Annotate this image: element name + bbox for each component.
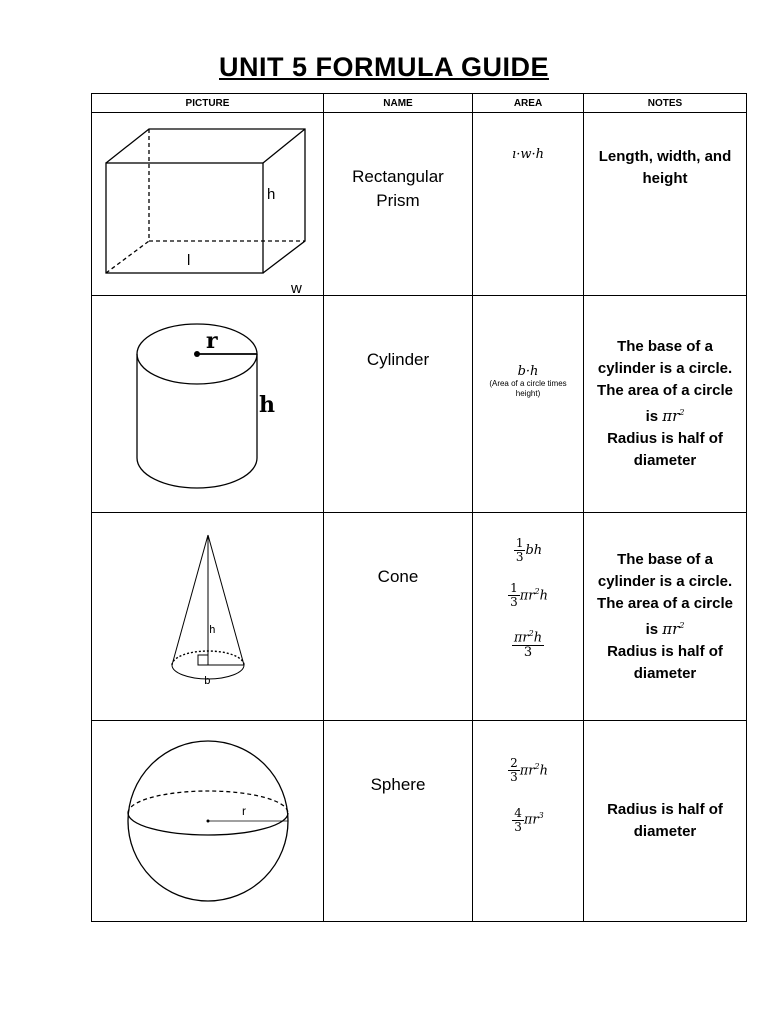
prism-name-line1: Rectangular	[352, 167, 444, 186]
prism-area-formula: ı·w·h	[512, 147, 544, 162]
cylinder-notes-line2: cylinder is a circle.	[597, 360, 733, 377]
header-row	[92, 94, 747, 113]
sphere-f1-pir: πr	[519, 763, 535, 779]
header-notes: NOTES	[584, 94, 747, 113]
prism-area-cell	[473, 113, 584, 296]
cylinder-name-cell	[324, 296, 473, 513]
cone-formula-3	[473, 609, 583, 658]
cone-f3-den: 3	[523, 644, 533, 660]
rectangular-prism-diagram	[92, 113, 324, 295]
cone-name-cell	[324, 513, 473, 721]
cylinder-area-note-line1: (Area of a circle times	[489, 379, 567, 388]
cone-f2-exp: 2	[534, 587, 540, 596]
sphere-f1-num: 2	[510, 756, 518, 771]
cone-notes-line1: The base of a	[617, 550, 713, 568]
cylinder-notes-line4	[584, 402, 746, 428]
table-row	[92, 113, 747, 296]
cone-b-label: b	[204, 674, 211, 687]
header-name: NAME	[324, 94, 473, 113]
cone-f3-exp: 2	[528, 629, 534, 639]
cylinder-notes-line5: Radius is half of	[607, 430, 723, 447]
prism-l-label: l	[187, 252, 191, 269]
prism-notes-line2: height	[642, 170, 688, 187]
cone-f1-den: 3	[515, 550, 524, 564]
cone-notes-line3: The area of a circle	[597, 594, 733, 612]
sphere-f1-h: h	[539, 763, 548, 779]
sphere-notes-line1: Radius is half of	[607, 801, 723, 818]
sphere-f1-exp: 2	[534, 762, 540, 771]
cone-f1-rest: bh	[525, 543, 543, 558]
prism-notes-cell	[584, 113, 747, 296]
cone-notes-line4	[584, 615, 746, 641]
sphere-name-cell	[324, 721, 473, 922]
sphere-f1-den: 3	[510, 770, 518, 785]
cylinder-h-label: h	[259, 392, 275, 418]
cone-h-label: h	[209, 623, 216, 636]
cone-f2-h: h	[539, 588, 548, 604]
sphere-notes-cell	[584, 721, 747, 922]
page-title: UNIT 5 FORMULA GUIDE	[219, 52, 549, 82]
cylinder-area-note-line2: height)	[515, 389, 541, 398]
sphere-area-cell	[473, 721, 584, 922]
header-picture: PICTURE	[92, 94, 324, 113]
table-row	[92, 721, 747, 922]
cone-notes-line2: cylinder is a circle.	[597, 572, 733, 590]
cylinder-notes-cell	[584, 296, 747, 513]
cone-notes-cell	[584, 513, 747, 721]
sphere-picture-cell	[92, 721, 324, 922]
cone-name: Cone	[377, 567, 419, 586]
cylinder-notes-line1: The base of a	[617, 338, 713, 355]
cylinder-name: Cylinder	[366, 350, 430, 369]
cylinder-picture-cell	[92, 296, 324, 513]
cylinder-notes-is: is	[645, 408, 659, 425]
cone-f2-num: 1	[510, 581, 518, 596]
cylinder-diagram	[92, 296, 324, 512]
sphere-f2-den: 3	[514, 819, 522, 834]
cone-picture-cell	[92, 513, 324, 721]
prism-w-label: w	[291, 280, 302, 295]
header-area: AREA	[473, 94, 584, 113]
cone-f3-pir: πr	[513, 630, 529, 646]
cone-formula-2	[473, 564, 583, 609]
cone-notes-pir: πr	[662, 619, 680, 638]
cylinder-notes-exp: 2	[679, 408, 685, 417]
cone-area-cell	[473, 513, 584, 721]
sphere-r-label: r	[242, 804, 246, 818]
sphere-f2-num: 4	[514, 805, 522, 820]
sphere-formula-2	[473, 784, 583, 833]
sphere-f2-pir: πr	[523, 812, 539, 828]
cone-notes-line6: diameter	[633, 664, 697, 682]
table-row	[92, 296, 747, 513]
cone-notes-is: is	[645, 620, 659, 638]
cylinder-notes-line6: diameter	[633, 452, 697, 469]
sphere-name: Sphere	[370, 775, 426, 794]
prism-name-line2: Prism	[376, 191, 420, 210]
cone-f3-h: h	[533, 630, 543, 646]
cone-f2-den: 3	[510, 595, 518, 610]
formula-table	[91, 93, 747, 922]
cone-notes-exp: 2	[679, 620, 685, 630]
prism-notes-line1: Length, width, and	[598, 148, 732, 165]
table-row	[92, 513, 747, 721]
cylinder-notes-line3: The area of a circle	[597, 382, 733, 399]
cylinder-r-label: r	[206, 328, 218, 354]
sphere-notes-line2: diameter	[633, 823, 697, 840]
cone-diagram	[92, 513, 324, 720]
cylinder-area-cell	[473, 296, 584, 513]
prism-picture-cell	[92, 113, 324, 296]
prism-h-label: h	[267, 186, 276, 203]
sphere-diagram	[92, 721, 324, 921]
sphere-f2-exp: 3	[538, 811, 544, 821]
cone-f2-pir: πr	[519, 588, 535, 604]
prism-name-cell	[324, 113, 473, 296]
cylinder-notes-pir: πr	[662, 407, 680, 425]
cylinder-area-formula: b·h	[517, 364, 539, 379]
cone-formula-1	[473, 513, 583, 564]
sphere-formula-1	[473, 721, 583, 784]
cone-notes-line5: Radius is half of	[607, 642, 723, 660]
cone-f1-num: 1	[515, 536, 524, 550]
